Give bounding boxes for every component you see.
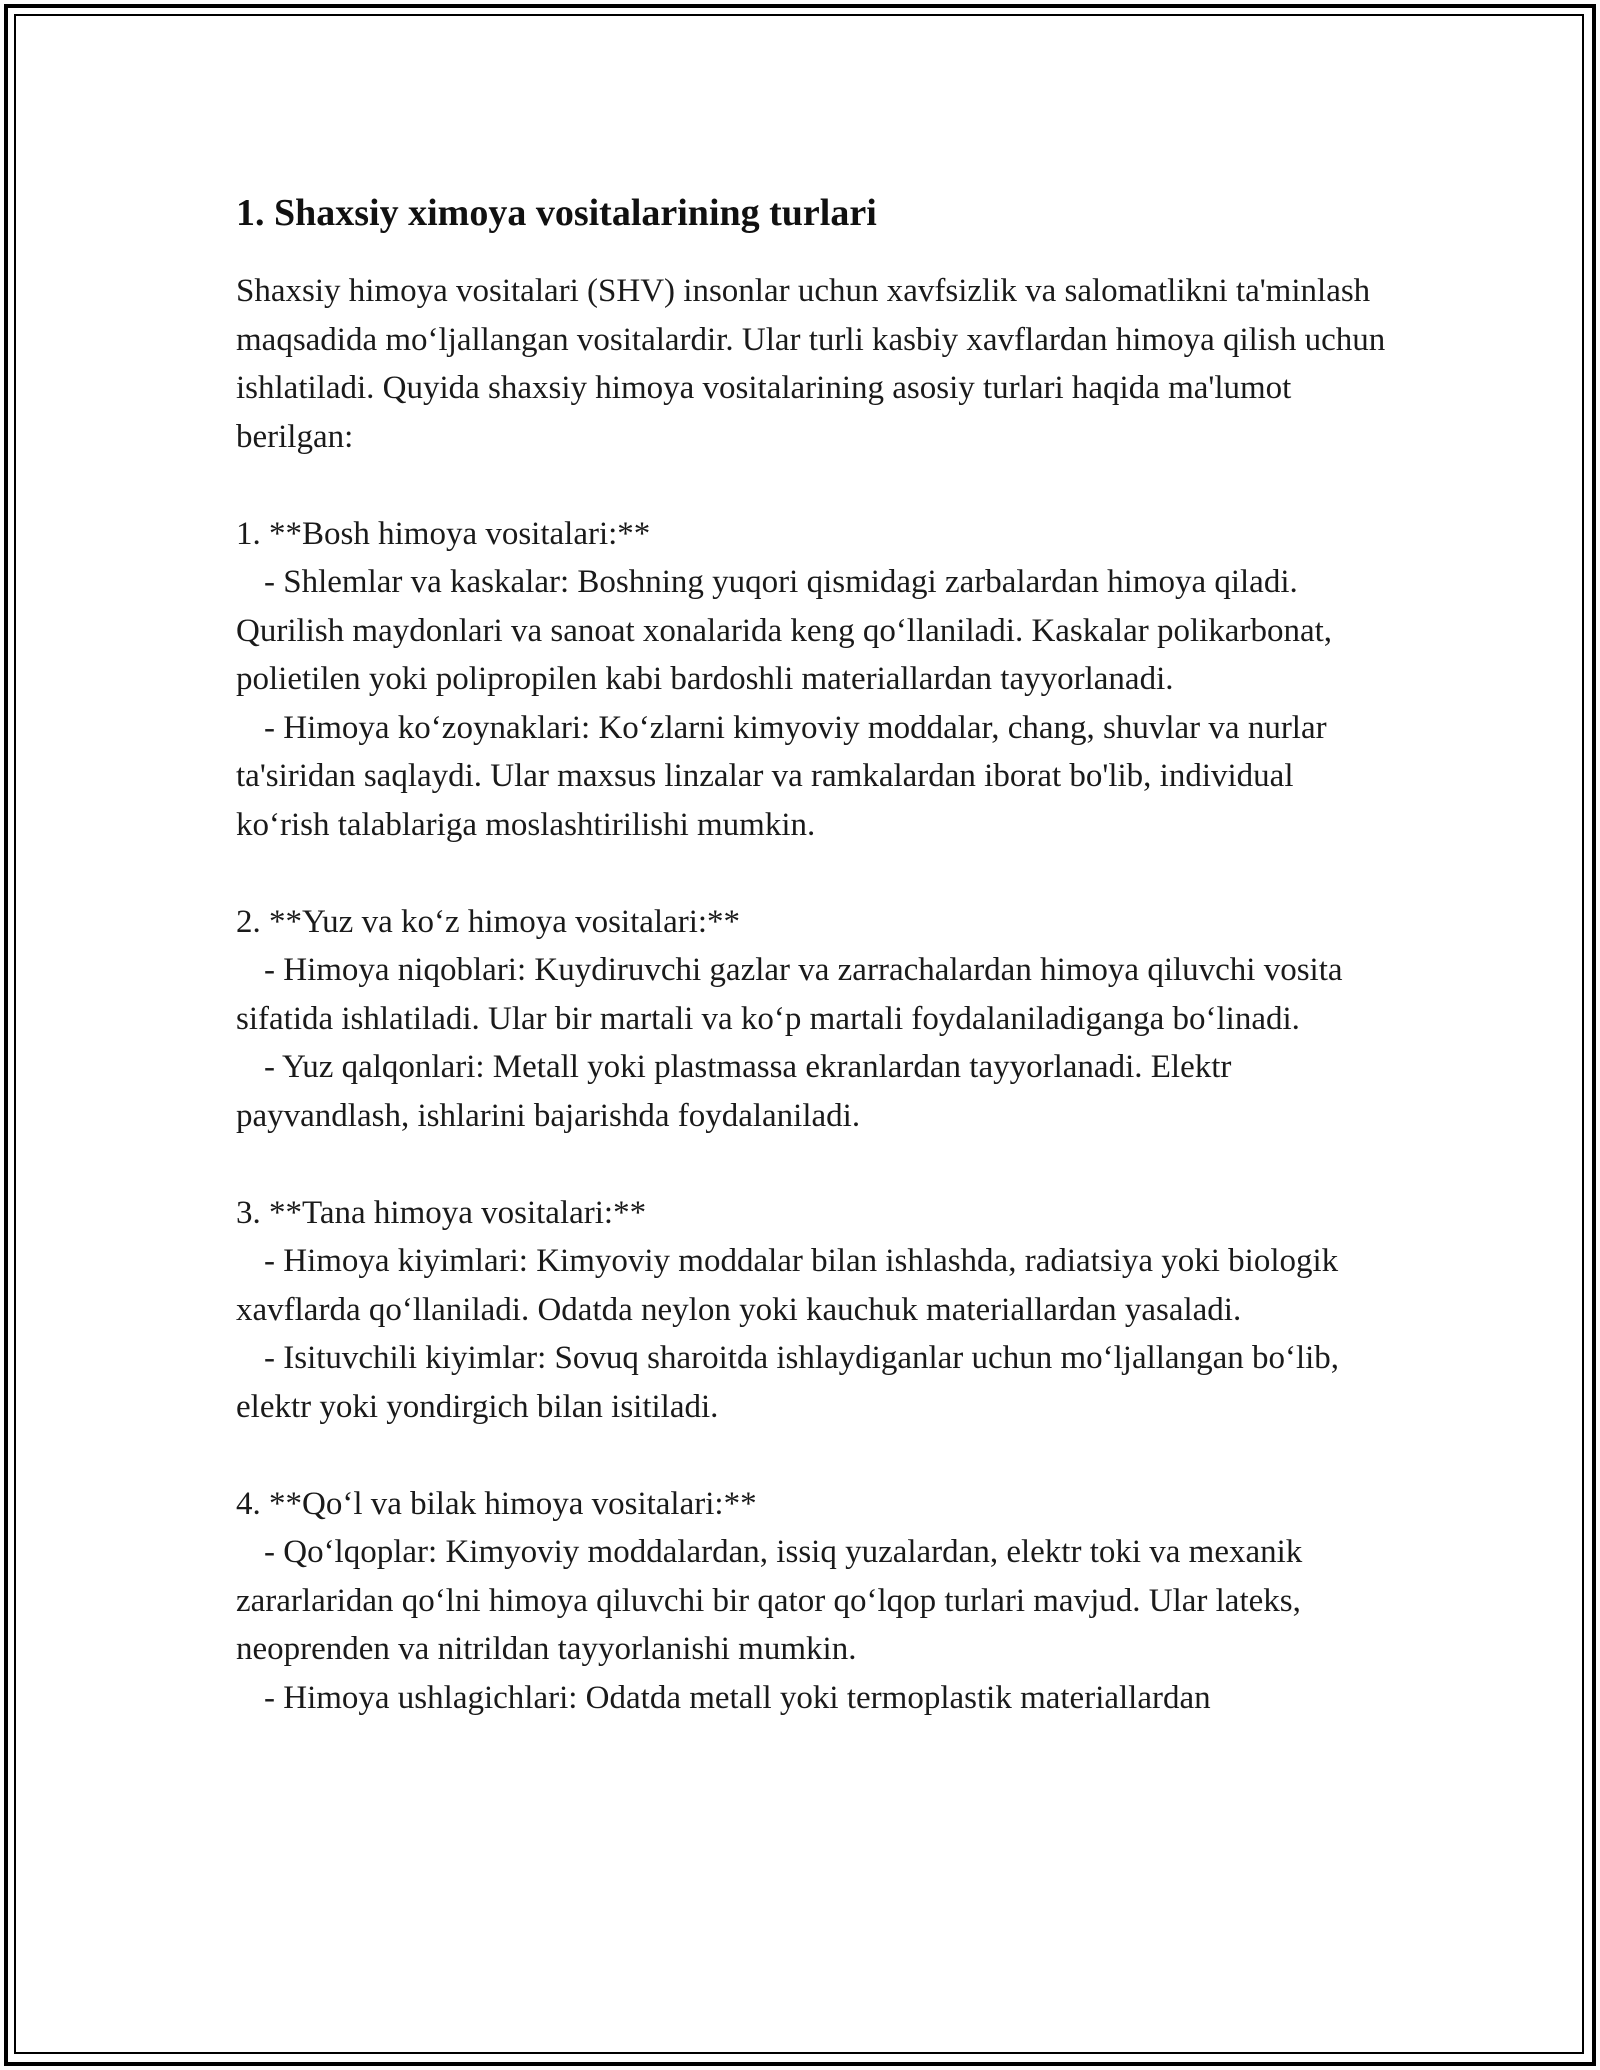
list-item: [236, 1528, 1386, 1674]
list-item: [236, 946, 1386, 1043]
list-item-text: - Himoya kiyimlari: Kimyoviy moddalar bilan ishlashda, radiatsiya yoki biologik xavflarda qo‘llaniladi. Odatda neylon yoki kauchuk materiallardan yasaladi.: [236, 1243, 1347, 1328]
document-title: 1. Shaxsiy ximoya vositalarining turlari: [236, 192, 877, 234]
list-item: [236, 1043, 1386, 1140]
list-item-text: - Shlemlar va kaskalar: Boshning yuqori qismidagi zarbalardan himoya qiladi. Qurilish maydonlari va sanoat xonalarida keng qo‘llaniladi. Kaskalar polikarbonat, polietilen yoki polipropilen kabi bardoshli materiallardan tayyorlanadi.: [236, 564, 1341, 697]
list-item: [236, 1334, 1386, 1431]
spacer: [236, 1431, 1386, 1480]
document-body: [236, 185, 1394, 1722]
list-item-text: - Himoya ko‘zoynaklari: Ko‘zlarni kimyoviy moddalar, chang, shuvlar va nurlar ta'siridan saqlaydi. Ular maxsus linzalar va ramkalardan iborat bo'lib, individual ko‘rish talablariga moslashtirilishi mumkin.: [236, 709, 1335, 843]
list-item: [236, 704, 1386, 850]
section-heading: 4. **Qo‘l va bilak himoya vositalari:**: [236, 1485, 757, 1522]
intro-paragraph: Shaxsiy himoya vositalari (SHV) insonlar uchun xavfsizlik va salomatlikni ta'minlash maqsadida mo‘ljallangan vositalardir. Ular turli kasbiy xavflardan himoya qilish uchun ishlatiladi. Quyida shaxsiy himoya vositalarining asosiy turlari haqida ma'lumot berilgan:: [236, 273, 1394, 455]
section-heading: 2. **Yuz va ko‘z himoya vositalari:**: [236, 903, 741, 940]
list-item-text: - Himoya ushlagichlari: Odatda metall yoki termoplastik materiallardan: [264, 1679, 1211, 1716]
list-item-text: - Qo‘lqoplar: Kimyoviy moddalardan, issiq yuzalardan, elektr toki va mexanik zararlaridan qo‘lni himoya qiluvchi bir qator qo‘lqop turlari mavjud. Ular lateks, neoprenden va nitrildan tayyorlanishi mumkin.: [236, 1534, 1311, 1667]
section-heading: 3. **Tana himoya vositalari:**: [236, 1194, 647, 1231]
section-heading: 1. **Bosh himoya vositalari:**: [236, 515, 651, 552]
list-item-text: - Isituvchili kiyimlar: Sovuq sharoitda ishlaydiganlar uchun mo‘ljallangan bo‘lib, elektr yoki yondirgich bilan isitiladi.: [236, 1340, 1348, 1425]
list-item-text: - Himoya niqoblari: Kuydiruvchi gazlar va zarrachalardan himoya qiluvchi vosita sifatida ishlatiladi. Ular bir martali va ko‘p martali foydalaniladiganga bo‘linadi.: [236, 952, 1351, 1037]
list-item: [236, 558, 1386, 704]
list-item: [236, 1674, 1386, 1723]
list-item-text: - Yuz qalqonlari: Metall yoki plastmassa ekranlardan tayyorlanadi. Elektr payvandlash, ishlarini bajarishda foydalaniladi.: [236, 1049, 1240, 1134]
spacer: [236, 461, 1386, 510]
spacer: [236, 849, 1386, 898]
spacer: [236, 1140, 1386, 1189]
list-item: [236, 1237, 1386, 1334]
